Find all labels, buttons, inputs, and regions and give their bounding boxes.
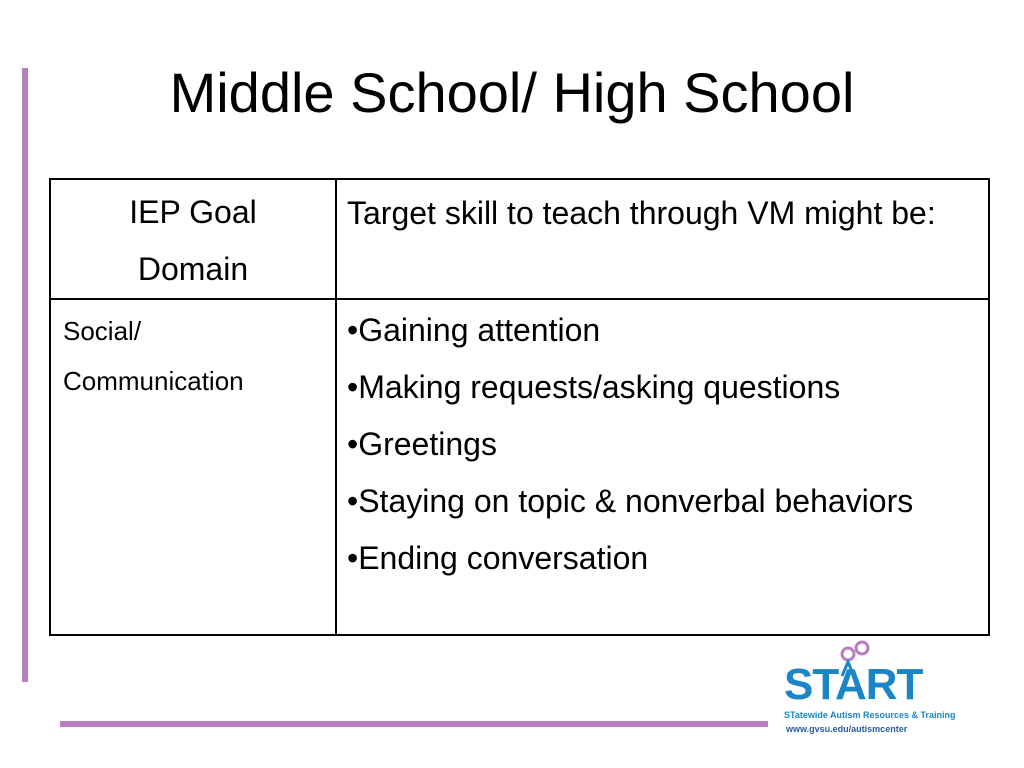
skill-item: •Gaining attention (347, 312, 601, 348)
start-logo-word: START (784, 660, 923, 709)
skill-item: •Greetings (347, 426, 497, 462)
domain-cell (50, 299, 336, 635)
goals-table (49, 178, 990, 636)
slide-title: Middle School/ High School (169, 61, 855, 124)
header-target-skill-cell: Target skill to teach through VM might be: (336, 179, 989, 299)
accent-vertical-bar (22, 68, 28, 682)
table-header-row (50, 179, 989, 299)
skill-item: •Staying on topic & nonverbal behaviors (347, 483, 914, 519)
start-logo (784, 640, 956, 736)
domain-line2: Communication (63, 366, 244, 396)
start-logo-subtitle: STatewide Autism Resources & Training (784, 710, 956, 720)
header-domain-cell (50, 179, 336, 299)
skills-list (337, 300, 988, 580)
domain-line1: Social/ (63, 316, 142, 346)
header-domain-line2: Domain (137, 251, 249, 287)
skills-cell (336, 299, 989, 635)
accent-horizontal-bar (60, 721, 768, 727)
start-logo-url: www.gvsu.edu/autismcenter (786, 724, 908, 734)
header-domain-line1: IEP Goal (129, 194, 257, 230)
table-row (50, 299, 989, 635)
skill-item: •Ending conversation (347, 540, 649, 576)
skill-item: •Making requests/asking questions (347, 369, 841, 405)
